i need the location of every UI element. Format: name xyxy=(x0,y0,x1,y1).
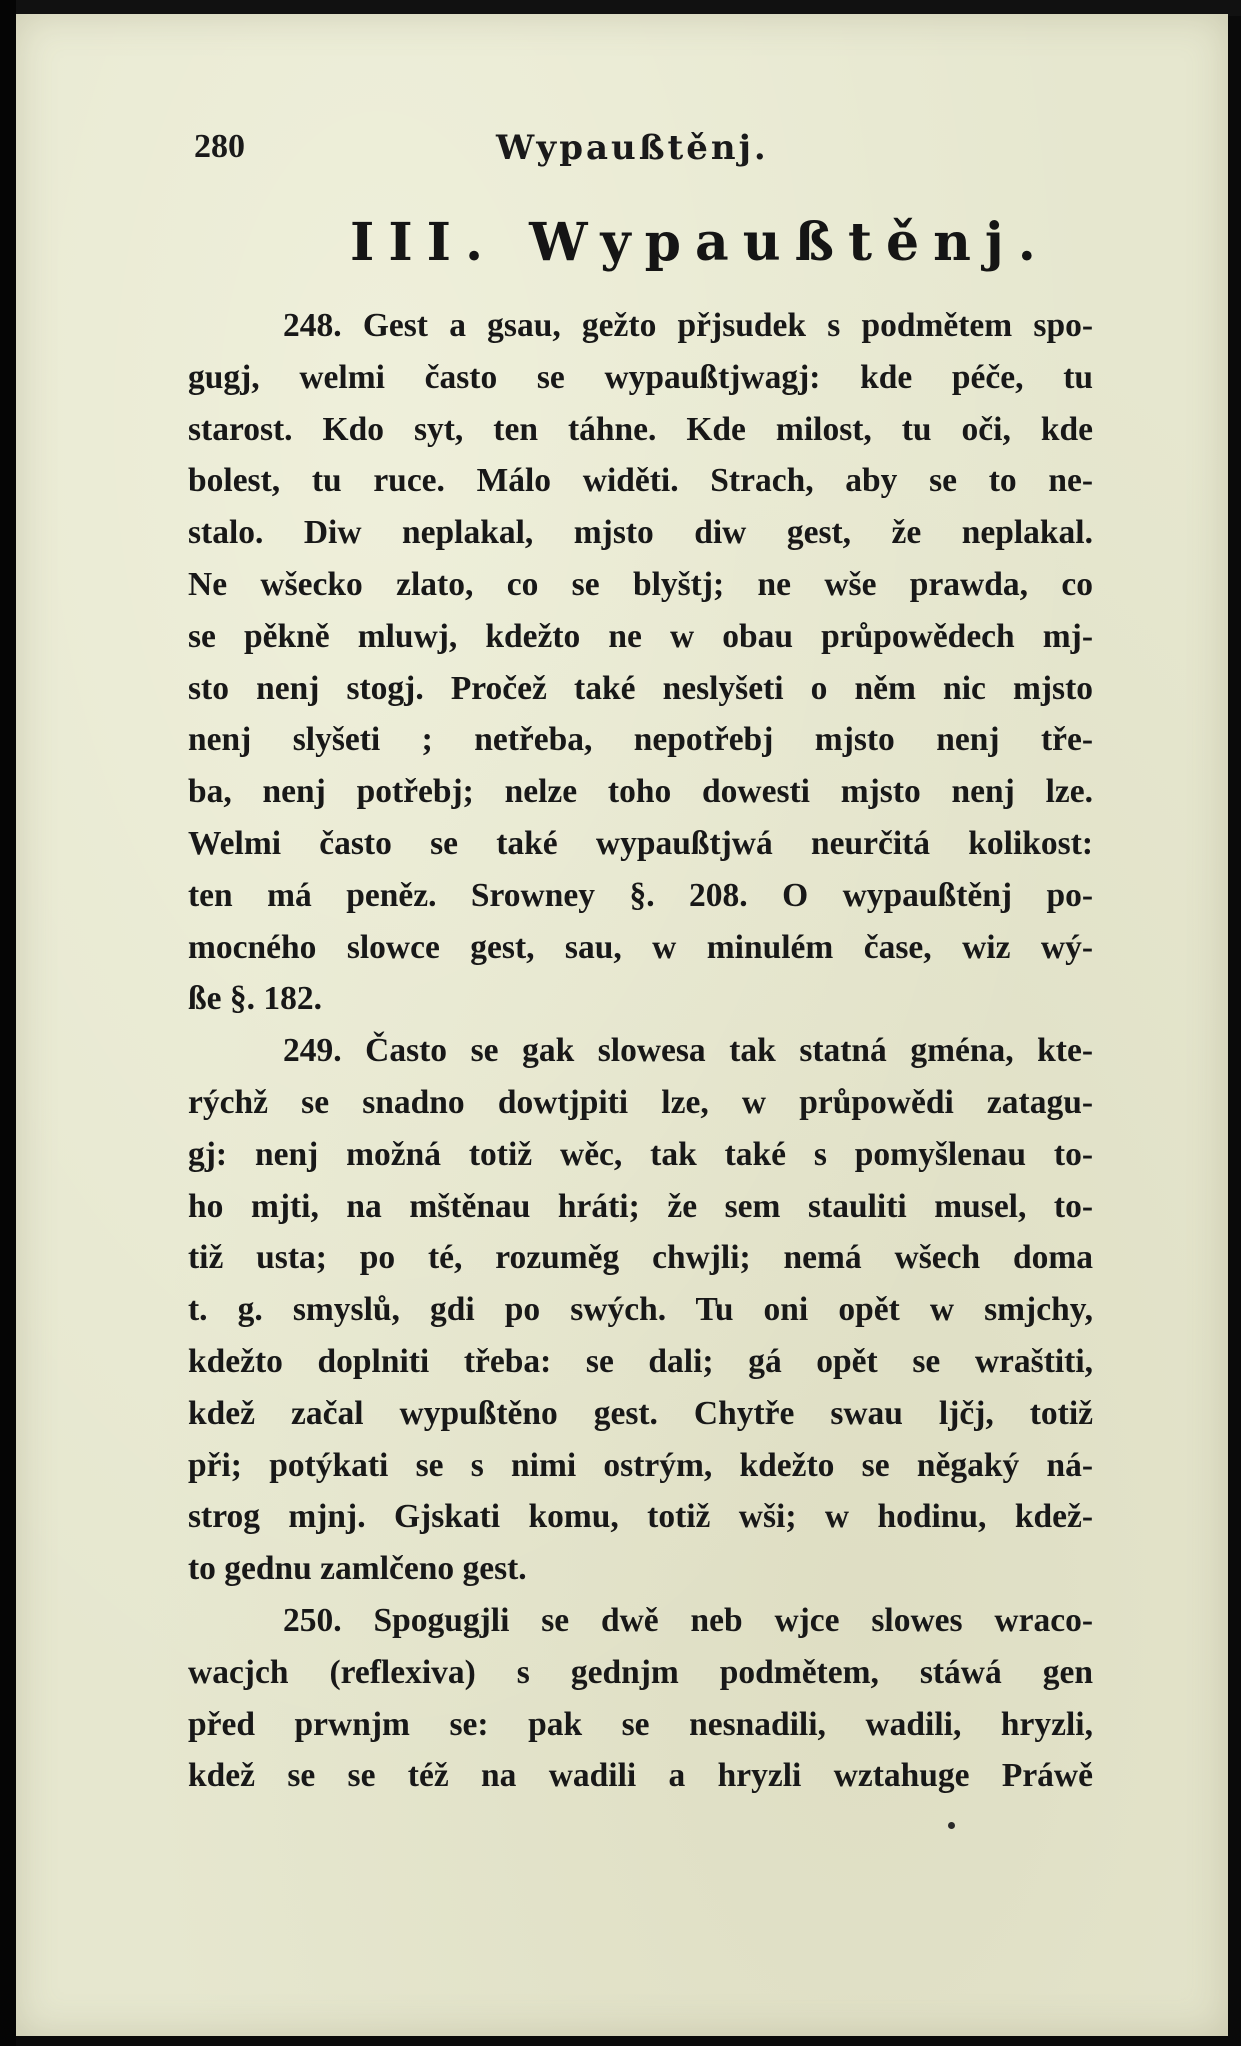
text-line: kdežto doplniti třeba: se dali; gá opět se wraštiti, xyxy=(188,1342,1093,1380)
text-line: t. g. smyslů, gdi po swých. Tu oni opět w smjchy, xyxy=(188,1291,1093,1329)
text-line: tiž usta; po té, rozuměg chwjli; nemá wšech doma xyxy=(188,1239,1093,1277)
text-line: kdež začal wypußtěno gest. Chytře swau ljčj, totiž xyxy=(188,1394,1093,1432)
chapter-heading: III. Wypaußtěnj. xyxy=(350,212,1050,273)
text-line: strog mjnj. Gjskati komu, totiž wši; w hodinu, kdež- xyxy=(188,1498,1093,1536)
text-line: 250. Spogugjli se dwě neb wjce slowes wraco- xyxy=(283,1601,1093,1639)
text-line: před prwnjm se: pak se nesnadili, wadili, hryzli, xyxy=(188,1705,1093,1743)
text-line: stalo. Diw neplakal, mjsto diw gest, že neplakal. xyxy=(188,514,1093,552)
page-number: 280 xyxy=(194,128,245,165)
text-line: bolest, tu ruce. Málo widěti. Strach, aby se to ne- xyxy=(188,462,1093,500)
text-line: ten má peněz. Srowney §. 208. O wypaußtěnj po- xyxy=(188,876,1093,914)
running-head xyxy=(176,128,1076,172)
text-line: 248. Gest a gsau, gežto přjsudek s podmětem spo- xyxy=(283,307,1093,344)
text-line: sto nenj stogj. Pročež také neslyšeti o něm nic mjsto xyxy=(188,669,1093,707)
text-line: gj: nenj možná totiž wěc, tak také s pomyšlenau to- xyxy=(188,1135,1093,1173)
text-line: 249. Často se gak slowesa tak statná gména, kte- xyxy=(283,1032,1093,1070)
text-line: mocného slowce gest, sau, w minulém čase, wiz wý- xyxy=(188,928,1093,966)
text-line: starost. Kdo syt, ten táhne. Kde milost, tu oči, kde xyxy=(188,410,1093,448)
text-line: to gednu zamlčeno gest. xyxy=(188,1550,527,1588)
text-line: gugj, welmi často se wypaußtjwagj: kde péče, tu xyxy=(188,358,1093,396)
scan-border-left xyxy=(0,0,16,2046)
text-line: ba, nenj potřebj; nelze toho dowesti mjsto nenj lze. xyxy=(188,773,1093,811)
text-line: kdež se se též na wadili a hryzli wztahuge Práwě xyxy=(188,1757,1093,1795)
text-line: rýchž se snadno dowtjpiti lze, w průpowědi zatagu- xyxy=(188,1083,1093,1121)
body-text xyxy=(188,300,1093,1802)
text-line: ho mjti, na mštěnau hráti; že sem stauliti musel, to- xyxy=(188,1187,1093,1225)
text-line: Ne wšecko zlato, co se blyštj; ne wše prawda, co xyxy=(188,565,1093,603)
ink-speck xyxy=(948,1822,955,1829)
text-line: ße §. 182. xyxy=(188,980,322,1018)
text-line: při; potýkati se s nimi ostrým, kdežto se něgaký ná- xyxy=(188,1446,1093,1484)
text-line: Welmi často se také wypaußtjwá neurčitá kolikost: xyxy=(188,824,1093,862)
running-title: Wypaußtěnj. xyxy=(496,128,769,168)
text-line: nenj slyšeti ; netřeba, nepotřebj mjsto nenj tře- xyxy=(188,721,1093,759)
text-line: se pěkně mluwj, kdežto ne w obau průpowědech mj- xyxy=(188,617,1093,655)
text-line: wacjch (reflexiva) s gednjm podmětem, stáwá gen xyxy=(188,1653,1093,1691)
